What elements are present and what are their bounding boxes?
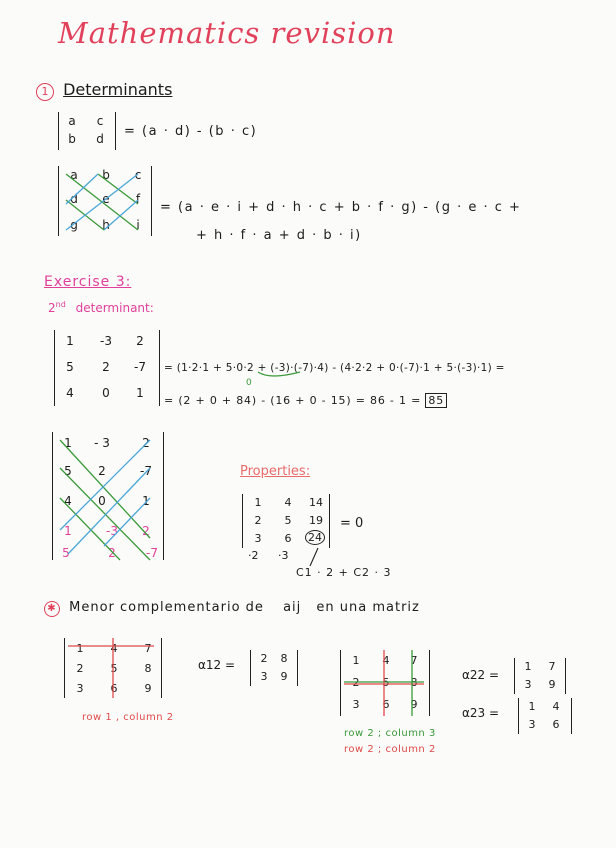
alpha-22-matrix — [514, 658, 566, 694]
determinant-3x3-formula-line-2: + h · f · a + d · b · i) — [196, 228, 362, 243]
matrix-cell: 5 — [62, 546, 70, 560]
section-2-tail: en una matriz — [316, 600, 420, 615]
matrix-cell: 3 — [260, 670, 268, 683]
matrix-cell: 3 — [76, 682, 84, 695]
matrix-cell: 1 — [64, 524, 72, 538]
circled-zero-annotation: 0 — [246, 378, 252, 388]
matrix-cell: 5 — [64, 464, 72, 478]
matrix-cell: 3 — [254, 532, 262, 545]
matrix-cell: 2 — [102, 360, 110, 374]
matrix-cell: 1 — [254, 496, 262, 509]
matrix-cell: a — [70, 168, 78, 182]
subheading-number: 2 — [48, 301, 56, 315]
matrix-cell: 4 — [66, 386, 74, 400]
matrix-cell: e — [102, 192, 110, 206]
minor-2-caption-green: row 2 ; column 3 — [344, 728, 436, 739]
properties-heading: Properties: — [240, 464, 311, 479]
subheading-text: determinant: — [75, 301, 154, 315]
matrix-cell: 2 — [98, 464, 106, 478]
matrix-cell: -7 — [140, 464, 152, 478]
matrix-cell: 14 — [309, 496, 323, 509]
determinant-2x2 — [58, 112, 116, 150]
matrix-cell: 7 — [410, 654, 418, 667]
matrix-cell: 2 — [352, 676, 360, 689]
alpha-23-matrix — [518, 698, 572, 734]
matrix-cell: 19 — [309, 514, 323, 527]
properties-equals: = 0 — [340, 516, 364, 531]
minor-matrix-2 — [340, 650, 430, 716]
determinant-3x3-formula-line-1: = (a · e · i + d · h · c + b · f · g) - (g · e · c + — [160, 200, 522, 215]
determinant-2x2-formula: = (a · d) - (b · c) — [124, 124, 258, 139]
properties-matrix — [242, 494, 330, 548]
matrix-cell: 6 — [110, 682, 118, 695]
exercise-line-2 — [164, 394, 447, 407]
matrix-cell: 1 — [136, 386, 144, 400]
matrix-cell: 3 — [524, 678, 532, 691]
matrix-cell: 2 — [142, 524, 150, 538]
matrix-cell: 7 — [548, 660, 556, 673]
matrix-cell: -3 — [100, 334, 112, 348]
matrix-cell: -7 — [146, 546, 158, 560]
matrix-cell: 2 — [136, 334, 144, 348]
matrix-cell: 3 — [352, 698, 360, 711]
matrix-cell: 1 — [352, 654, 360, 667]
matrix-cell: 5 — [66, 360, 74, 374]
matrix-cell: b — [68, 132, 76, 146]
section-2-symbol: aij — [283, 600, 302, 615]
properties-multiplier: ·3 — [278, 549, 289, 562]
matrix-cell: 6 — [382, 698, 390, 711]
matrix-cell: 2 — [254, 514, 262, 527]
matrix-cell: 5 — [110, 662, 118, 675]
matrix-cell: 1 — [66, 334, 74, 348]
boxed-result: 85 — [425, 393, 447, 408]
matrix-cell: 2 — [142, 436, 150, 450]
matrix-cell: d — [70, 192, 78, 206]
matrix-cell: -3 — [106, 524, 118, 538]
asterisk-icon: ✱ — [44, 601, 60, 617]
matrix-cell: 4 — [552, 700, 560, 713]
matrix-cell: c — [134, 168, 142, 182]
minor-1-caption: row 1 , column 2 — [82, 712, 174, 723]
matrix-cell: -7 — [134, 360, 146, 374]
matrix-cell: i — [136, 218, 140, 232]
section-heading-text: Determinants — [63, 80, 173, 99]
matrix-cell: 9 — [144, 682, 152, 695]
exercise-heading: Exercise 3: — [44, 274, 132, 290]
exercise-subheading — [48, 300, 154, 315]
matrix-cell: 9 — [280, 670, 288, 683]
matrix-cell: 8 — [144, 662, 152, 675]
matrix-cell: 9 — [410, 698, 418, 711]
matrix-cell: 8 — [410, 676, 418, 689]
alpha-12-matrix — [250, 650, 298, 686]
matrix-cell: 1 — [524, 660, 532, 673]
matrix-cell: 6 — [284, 532, 292, 545]
minor-matrix-1 — [64, 638, 162, 698]
matrix-cell: 3 — [528, 718, 536, 731]
alpha-22-label: α22 = — [462, 668, 500, 682]
determinant-3x3 — [58, 166, 152, 236]
section-number-badge: 1 — [36, 83, 54, 101]
matrix-cell: 2 — [76, 662, 84, 675]
matrix-cell: 8 — [280, 652, 288, 665]
matrix-cell: 6 — [552, 718, 560, 731]
sarrus-matrix — [52, 432, 164, 560]
exercise-line-1: = (1·2·1 + 5·0·2 + (-3)·(-7)·4) - (4·2·2 + 0·(-7)·1 + 5·(-3)·1) = — [164, 362, 505, 374]
matrix-cell: 5 — [284, 514, 292, 527]
minor-2-caption-red: row 2 ; column 2 — [344, 744, 436, 755]
matrix-cell: 1 — [64, 436, 72, 450]
matrix-cell: 0 — [102, 386, 110, 400]
matrix-cell: a — [68, 114, 76, 128]
matrix-cell: 9 — [548, 678, 556, 691]
circled-matrix-cell: 24 — [305, 530, 325, 545]
matrix-cell: d — [96, 132, 104, 146]
matrix-cell: b — [102, 168, 110, 182]
section-2-heading-text: Menor complementario de — [69, 600, 264, 615]
exercise-line-2-text: = (2 + 0 + 84) - (16 + 0 - 15) = 86 - 1 = — [164, 394, 422, 407]
matrix-cell: g — [70, 218, 78, 232]
matrix-cell: 5 — [382, 676, 390, 689]
matrix-cell: 4 — [110, 642, 118, 655]
matrix-cell: f — [135, 192, 141, 206]
matrix-cell: c — [96, 114, 104, 128]
section-1-heading — [36, 80, 172, 101]
matrix-cell: h — [102, 218, 110, 232]
matrix-cell: 1 — [528, 700, 536, 713]
page-title: Mathematics revision — [58, 16, 396, 50]
exercise-matrix — [54, 330, 160, 406]
matrix-cell: 2 — [260, 652, 268, 665]
alpha-12-label: α12 = — [198, 658, 236, 672]
matrix-cell: 4 — [284, 496, 292, 509]
matrix-cell: 1 — [142, 494, 150, 508]
matrix-cell: 2 — [108, 546, 116, 560]
matrix-cell: 7 — [144, 642, 152, 655]
section-2-heading — [44, 600, 420, 617]
matrix-cell: 4 — [64, 494, 72, 508]
matrix-cell: 0 — [98, 494, 106, 508]
matrix-cell: 1 — [76, 642, 84, 655]
matrix-cell: - 3 — [94, 436, 110, 450]
alpha-23-label: α23 = — [462, 706, 500, 720]
properties-multiplier: ·2 — [248, 549, 259, 562]
matrix-cell: 4 — [382, 654, 390, 667]
subheading-superscript: nd — [55, 300, 66, 309]
properties-note: C1 · 2 + C2 · 3 — [296, 566, 392, 579]
